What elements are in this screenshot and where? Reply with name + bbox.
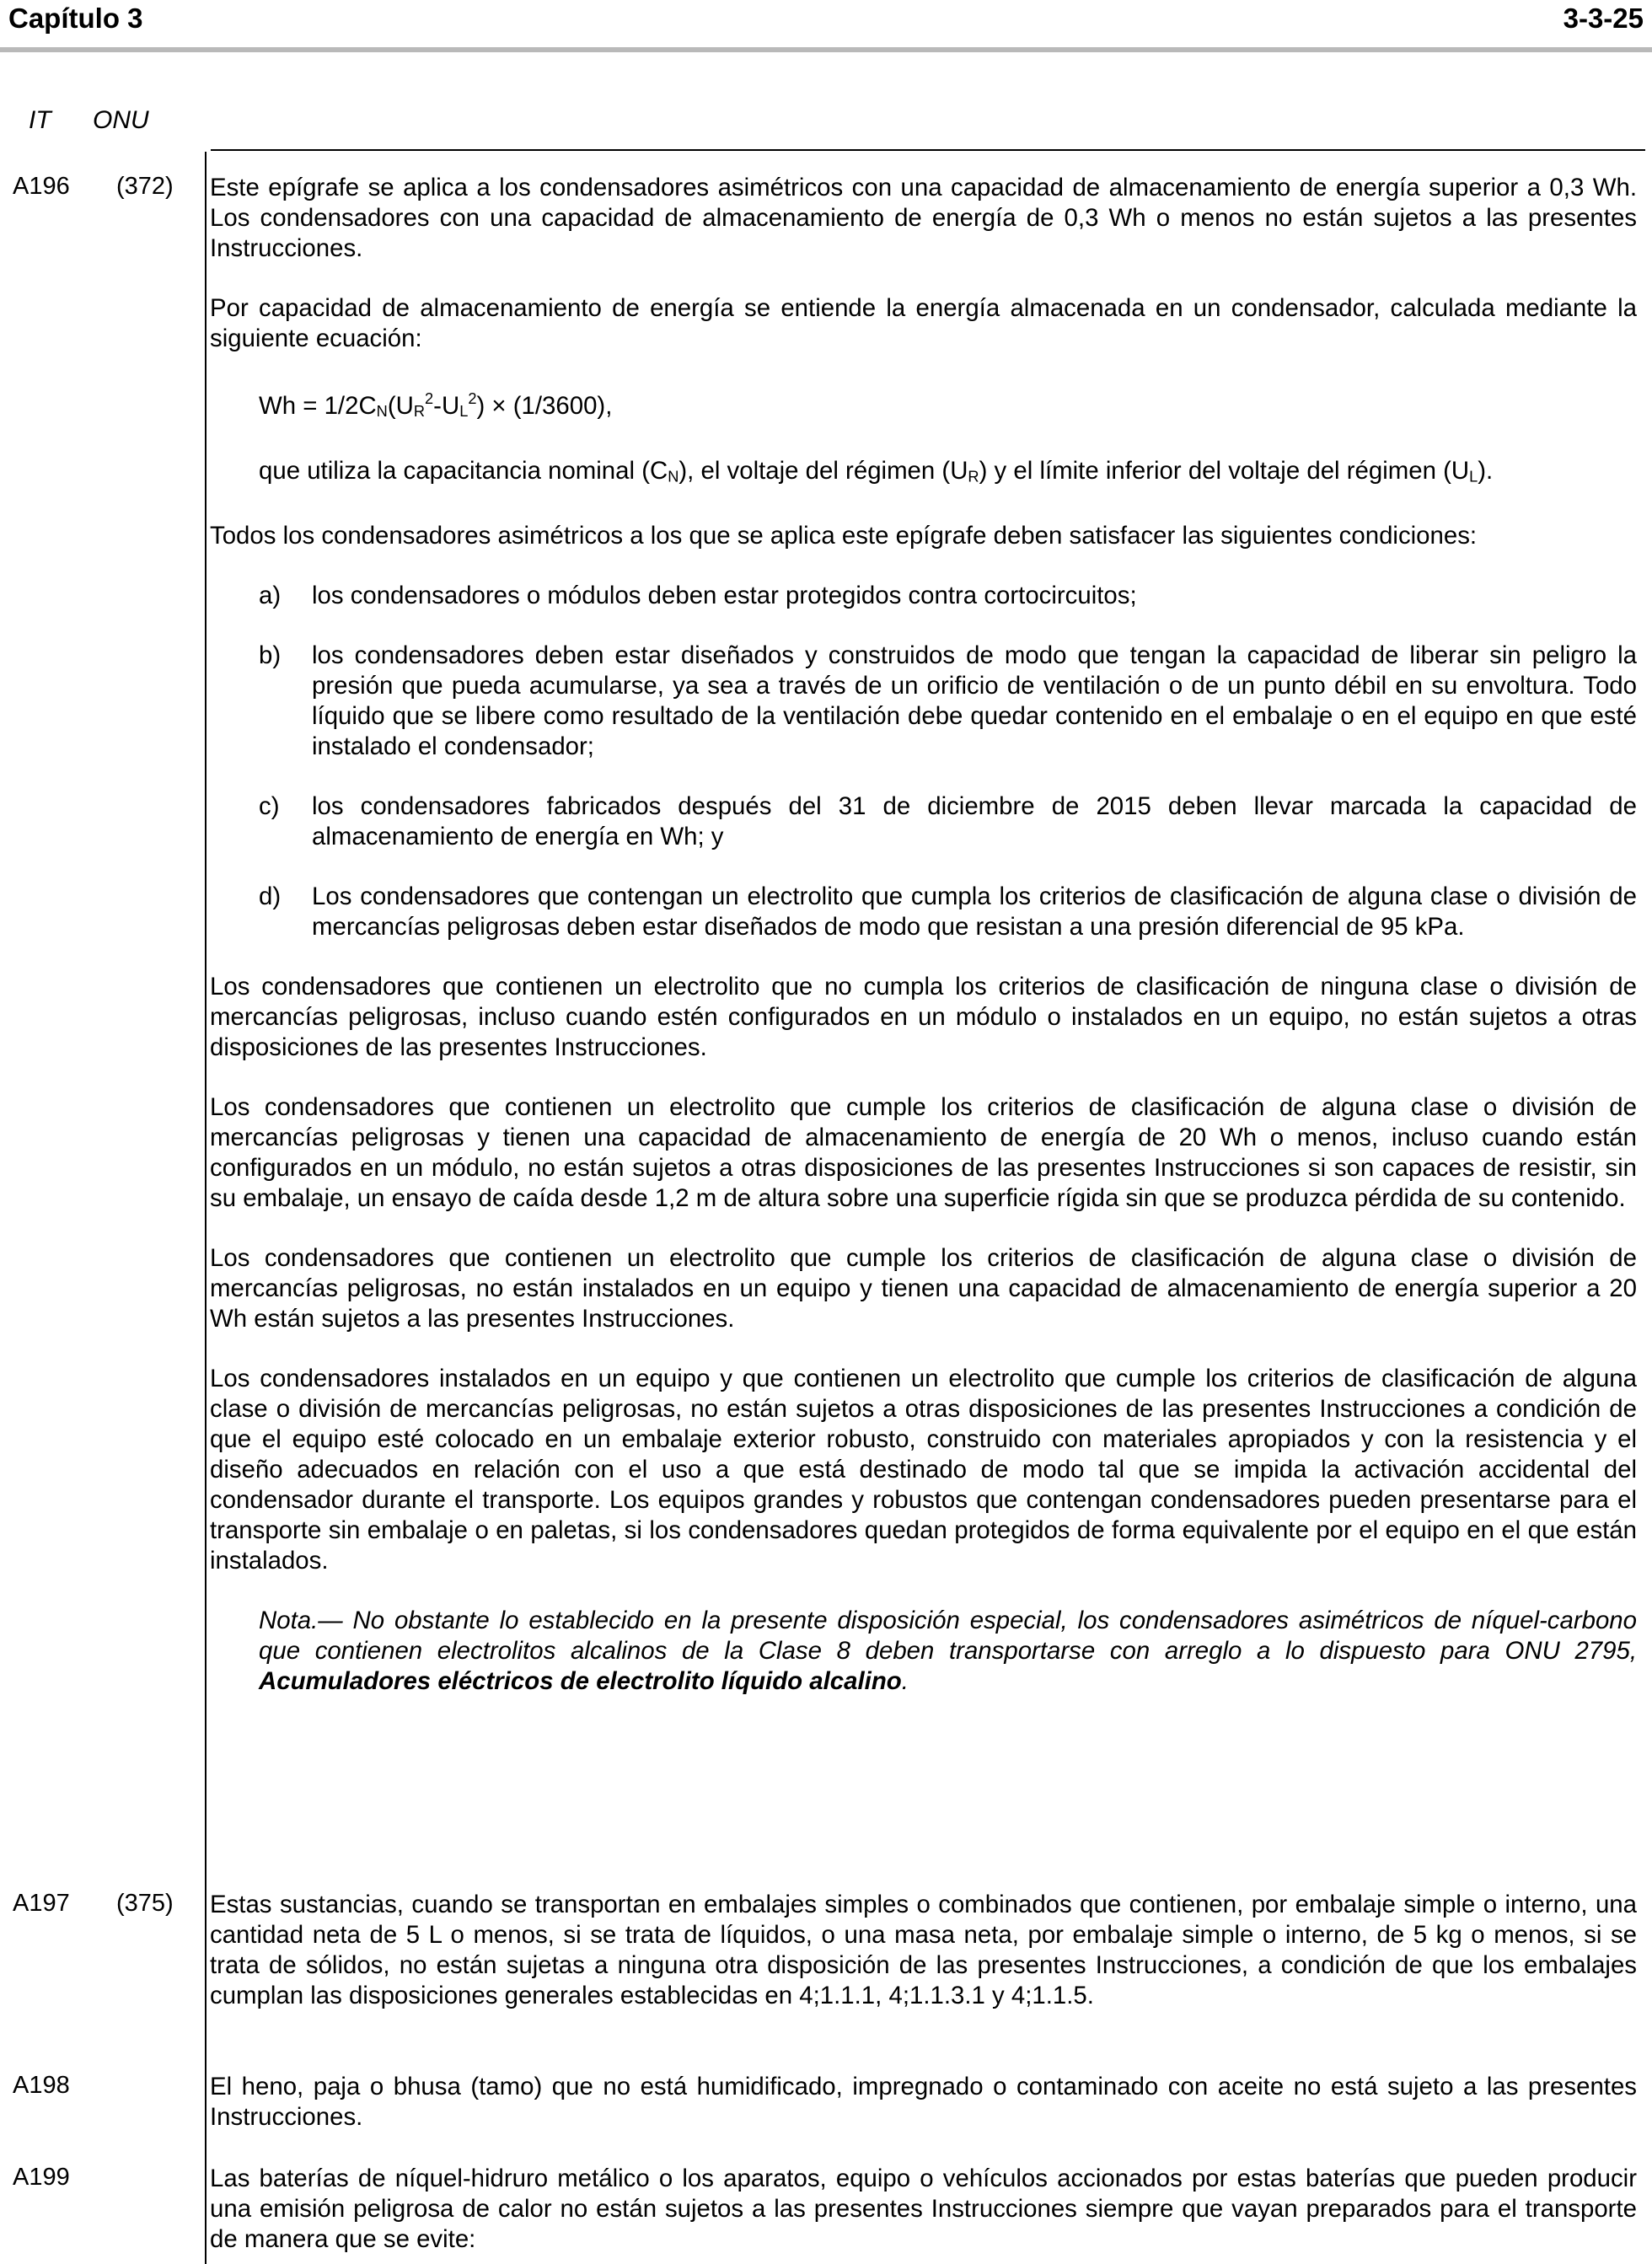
column-headings (0, 106, 1652, 148)
paragraph: Todos los condensadores asimétricos a los que se aplica este epígrafe deben satisfacer las siguientes condiciones: (210, 522, 1478, 550)
column-heading-it: IT (29, 106, 51, 134)
list-item-text: los condensadores deben estar diseñados y construidos de modo que tengan la capacidad de liberar sin peligro la presión que pueda acumularse, ya sea a través de un orificio de ventilación o de un punto débil en su envoltura. Todo líquido que se libere como resultado de la ventilación debe quedar contenido en el embalaje o en el equipo en que esté instalado el condensador; (312, 641, 1637, 761)
paragraph: Los condensadores que contienen un electrolito que cumple los criterios de clasificación de alguna clase o división de mercancías peligrosas, no están instalados en un equipo y tienen una capacidad de almacenamiento de energía superior a 20 Wh están sujetos a las presentes Instrucciones. (210, 1244, 1637, 1333)
provision-text (210, 2072, 1637, 2133)
chapter-title: Capítulo 3 (8, 3, 143, 34)
it-code: A196 (13, 173, 70, 200)
header-rule (0, 47, 1652, 52)
note: Nota.— No obstante lo establecido en la presente disposición especial, los condensadores asimétricos de níquel-carbono que contienen electrolitos alcalinos de la Clase 8 deben transportarse con arreglo a lo dispuesto para ONU 2795, Acumuladores eléctricos de electrolito líquido alcalino. (259, 1607, 1637, 1696)
it-code: A198 (13, 2072, 70, 2099)
column-heading-rule (211, 149, 1645, 151)
paragraph: El heno, paja o bhusa (tamo) que no está humidificado, impregnado o contaminado con aceite no está sujeto a las presentes Instrucciones. (210, 2073, 1637, 2131)
formula-explanation: que utiliza la capacitancia nominal $(C_N)$, el voltaje del régimen $(U_R)$ y el límite inferior del voltaje del régimen $(U_L)$. (259, 457, 1494, 486)
paragraph: Las baterías de níquel-hidruro metálico o los aparatos, equipo o vehículos accionados por estas baterías que pueden producir una emisión peligrosa de calor no están sujetos a las presentes Instrucciones siempre que vayan preparados para el transporte de manera que se evite: (210, 2165, 1637, 2253)
paragraph: Este epígrafe se aplica a los condensadores asimétricos con una capacidad de almacenamiento de energía superior a 0,3 Wh. Los condensadores con una capacidad de almacenamiento de energía de 0,3 Wh o menos no están sujetos a las presentes Instrucciones. (210, 174, 1637, 262)
paragraph: Estas sustancias, cuando se transportan en embalajes simples o combinados que contienen, por embalaje simple o interno, una cantidad neta de 5 L o menos, si se trata de líquidos, o una masa neta, por embalaje simple o interno, de 5 kg o menos, si se trata de sólidos, no están sujetas a ninguna otra disposición de las presentes Instrucciones, a condición de que los embalajes cumplan las disposiciones generales establecidas en 4;1.1.1, 4;1.1.3.1 y 4;1.1.5. (210, 1891, 1637, 2009)
list-item (210, 882, 1637, 942)
list-item-text: los condensadores o módulos deben estar protegidos contra cortocircuitos; (312, 582, 1137, 610)
list-item (210, 641, 1637, 762)
energy-formula: $Wh = 1/2C_N(U_R^2-U_L^2) \times (1/3600)$, (259, 390, 613, 421)
paragraph: Los condensadores instalados en un equipo y que contienen un electrolito que cumple los criterios de clasificación de alguna clase o división de mercancías peligrosas, no están sujetos a otras disposiciones de las presentes Instrucciones a condición de que el equipo esté colocado en un embalaje exterior robusto, construido con materiales apropiados y con la resistencia y el diseño adecuados en relación con el uso a que está destinado de modo tal que se impida la activación accidental del condensador durante el transporte. Los equipos grandes y robustos que contengan condensadores pueden presentarse para el transporte sin embalaje o en paletas, si los condensadores quedan protegidos de forma equivalente por el equipo en el que están instalados. (210, 1365, 1637, 1575)
note-bold-term: Acumuladores eléctricos de electrolito líquido alcalino (259, 1667, 902, 1696)
it-code: A199 (13, 2164, 70, 2191)
list-item (210, 581, 1637, 611)
provision-text (210, 2164, 1637, 2255)
column-divider (205, 152, 206, 2264)
list-item-label: b) (259, 641, 282, 670)
list-item-label: a) (259, 582, 282, 610)
provision-text (210, 1890, 1637, 2011)
onu-code: (372) (116, 173, 174, 200)
paragraph: Los condensadores que contienen un electrolito que cumple los criterios de clasificación de alguna clase o división de mercancías peligrosas y tienen una capacidad de almacenamiento de energía de 20 Wh o menos, incluso cuando están configurados en un módulo, no están sujetos a otras disposiciones de las presentes Instrucciones si son capaces de resistir, sin su embalaje, un ensayo de caída desde 1,2 m de altura sobre una superficie rígida sin que se produzca pérdida de su contenido. (210, 1093, 1637, 1213)
onu-code: (375) (116, 1890, 174, 1917)
list-item (210, 791, 1637, 852)
paragraph: Los condensadores que contienen un electrolito que no cumpla los criterios de clasificación de ninguna clase o división de mercancías peligrosas, incluso cuando estén configurados en un módulo o instalados en un equipo, no están sujetos a otras disposiciones de las presentes Instrucciones. (210, 973, 1637, 1062)
page-header (0, 0, 1652, 47)
it-code: A197 (13, 1890, 70, 1917)
list-item-label: c) (259, 792, 280, 821)
page-number: 3-3-25 (1563, 3, 1644, 34)
list-item-text: Los condensadores que contengan un electrolito que cumpla los criterios de clasificación de alguna clase o división de mercancías peligrosas deben estar diseñados de modo que resistan a una presión diferencial de 95 kPa. (312, 883, 1637, 942)
column-heading-onu: ONU (93, 106, 149, 134)
provision-text (210, 173, 1637, 1697)
paragraph: Por capacidad de almacenamiento de energía se entiende la energía almacenada en un condensador, calculada mediante la siguiente ecuación: (210, 294, 1637, 352)
list-item-label: d) (259, 883, 282, 911)
list-item-text: los condensadores fabricados después del 31 de diciembre de 2015 deben llevar marcada la capacidad de almacenamiento de energía en Wh; y (312, 792, 1637, 851)
